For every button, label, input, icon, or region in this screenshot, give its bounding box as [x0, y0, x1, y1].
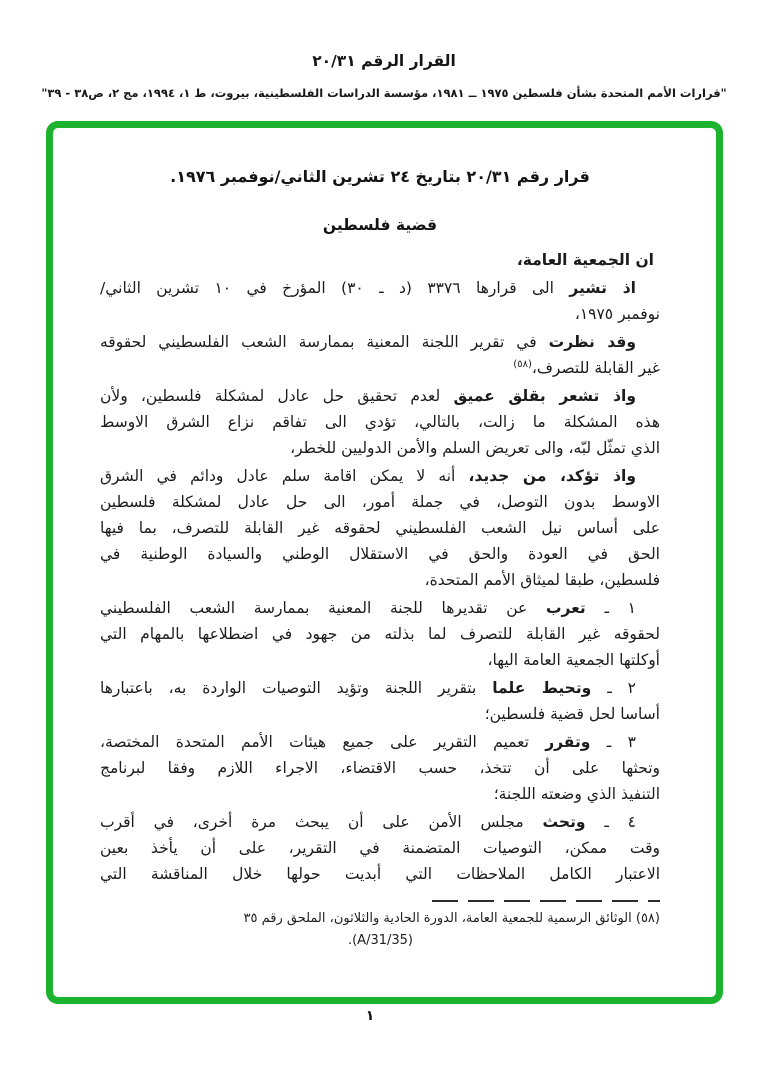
- text-segment: بتقرير اللجنة وتؤيد التوصيات الواردة به، باعتبارها: [100, 679, 493, 697]
- resolution-body: [100, 145, 660, 889]
- text-segment: في تقرير اللجنة المعنية بممارسة الشعب الفلسطيني لحقوقه: [100, 333, 549, 351]
- text-segment: الاعتبار الكامل الملاحظات التي أبديت حولها خلال المناقشة التي: [100, 865, 660, 883]
- text-line: [100, 435, 660, 461]
- paragraph: [100, 729, 660, 807]
- text-segment: الذي تمثّل لبّه، والى تعريض السلم والأمن الدوليين للخطر،: [290, 439, 660, 457]
- text-segment: لحقوقه غير القابلة للتصرف لما بذلته من جهود في اضطلاعها بالمهام التي: [100, 625, 660, 643]
- text-segment: وتحث: [542, 813, 586, 831]
- text-line: [100, 355, 660, 381]
- text-segment: واذ تشعر بقلق عميق: [453, 387, 636, 405]
- footnote-text: (٥٨) الوثائق الرسمية للجمعية العامة، الدورة الحادية والثلاثون، الملحق رقم ٣٥: [243, 911, 660, 926]
- text-segment: عن تقديرها للجنة المعنية بممارسة الشعب الفلسطيني: [100, 599, 546, 617]
- text-segment: (٥٨): [513, 358, 532, 370]
- text-segment: مجلس الأمن على أن يبحث مرة أخرى، في أقرب: [100, 813, 543, 831]
- text-segment: ٣ ـ: [590, 733, 636, 751]
- text-segment: غير القابلة للتصرف،: [531, 359, 660, 377]
- text-line: [100, 541, 660, 567]
- text-segment: ان الجمعية العامة،: [516, 251, 654, 269]
- text-line: [100, 701, 660, 727]
- text-line: [100, 861, 660, 887]
- text-line: [100, 781, 660, 807]
- text-segment: وقت ممكن، التوصيات المتضمنة في التقرير، على أن يأخذ بعين: [100, 839, 660, 857]
- text-line: [100, 383, 660, 409]
- text-line: [100, 301, 660, 327]
- paragraph: [100, 247, 660, 273]
- text-segment: تعميم التقرير على جميع هيئات الأمم المتحدة المختصة،: [100, 733, 546, 751]
- text-line: [100, 489, 660, 515]
- text-segment: لعدم تحقيق حل عادل لمشكلة فلسطين، ولأن: [100, 387, 454, 405]
- text-segment: أساسا لحل قضية فلسطين؛: [484, 705, 660, 723]
- text-line: [100, 515, 660, 541]
- text-line: [100, 595, 660, 621]
- text-segment: هذه المشكلة ما زالت، بالتالي، تؤدي الى تفاقم نزاع الشرق الاوسط: [100, 413, 660, 431]
- paragraph: [100, 675, 660, 727]
- text-segment: اذ تشير: [569, 279, 636, 297]
- text-segment: على أساس نيل الشعب الفلسطيني لحقوقه غير القابلة للتصرف، بما فيها: [100, 519, 660, 537]
- resolution-heading: قرار رقم ٢٠/٣١ بتاريخ ٢٤ تشرين الثاني/نوفمبر ١٩٧٦.: [170, 167, 590, 186]
- text-line: [100, 621, 660, 647]
- text-segment: وتحيط علما: [492, 679, 592, 697]
- paragraph: [100, 463, 660, 593]
- text-line: [100, 809, 660, 835]
- footnote: [236, 908, 660, 952]
- paragraph: [100, 275, 660, 327]
- text-line: [100, 729, 660, 755]
- text-line: [100, 409, 660, 435]
- text-segment: الاوسط بدون التوصل، في جملة أمور، الى حل عادل لمشكلة فلسطين: [100, 493, 660, 511]
- text-segment: أوكلتها الجمعية العامة اليها،: [487, 651, 660, 669]
- text-line: [100, 835, 660, 861]
- page-number: ١: [365, 1008, 375, 1024]
- paragraph: [100, 383, 660, 461]
- footnote-separator: [432, 900, 660, 902]
- text-segment: ٤ ـ: [585, 813, 636, 831]
- paragraph: [100, 329, 660, 381]
- text-segment: أنه لا يمكن اقامة سلم عادل ودائم في الشرق: [100, 467, 469, 485]
- text-segment: وتحثها على أن تتخذ، حسب الاقتضاء، الاجراء اللازم وفقا لبرنامج: [100, 759, 660, 777]
- text-segment: الحق في العودة والحق في الاستقلال الوطني والسيادة الوطنية في: [100, 545, 660, 563]
- text-line: [100, 647, 660, 673]
- text-segment: ٢ ـ: [591, 679, 636, 697]
- case-subheading: قضية فلسطين: [322, 216, 438, 234]
- text-segment: فلسطين، طبقا لميثاق الأمم المتحدة،: [424, 571, 660, 589]
- text-line: [100, 675, 660, 701]
- text-segment: نوفمبر ١٩٧٥،: [574, 305, 660, 323]
- text-line: [100, 247, 660, 273]
- text-segment: وقد نظرت: [548, 333, 636, 351]
- text-segment: ١ ـ: [585, 599, 636, 617]
- text-line: [100, 463, 660, 489]
- text-segment: تعرب: [545, 599, 586, 617]
- text-line: [100, 567, 660, 593]
- resolution-paragraphs: [100, 247, 660, 887]
- footnote-reference: (A/31/35).: [347, 933, 413, 948]
- page-title: القرار الرقم ٢٠/٣١: [312, 52, 456, 70]
- source-citation: "قرارات الأمم المتحدة بشأن فلسطين ١٩٧٥ ــ ١٩٨١، مؤسسة الدراسات الفلسطينية، بيروت، ط ١، ١٩٩٤، مج ٢، ص٣٨ - ٣٩": [41, 86, 727, 100]
- text-segment: وتقرر: [545, 733, 591, 751]
- text-line: [100, 329, 660, 355]
- text-line: [100, 755, 660, 781]
- text-segment: الى قرارها ٣٣٧٦ (د ـ ٣٠) المؤرخ في ١٠ تشرين الثاني/: [100, 279, 570, 297]
- text-segment: واذ تؤكد، من جديد،: [468, 467, 636, 485]
- text-line: [100, 275, 660, 301]
- paragraph: [100, 809, 660, 887]
- paragraph: [100, 595, 660, 673]
- text-segment: التنفيذ الذي وضعته اللجنة؛: [493, 785, 660, 803]
